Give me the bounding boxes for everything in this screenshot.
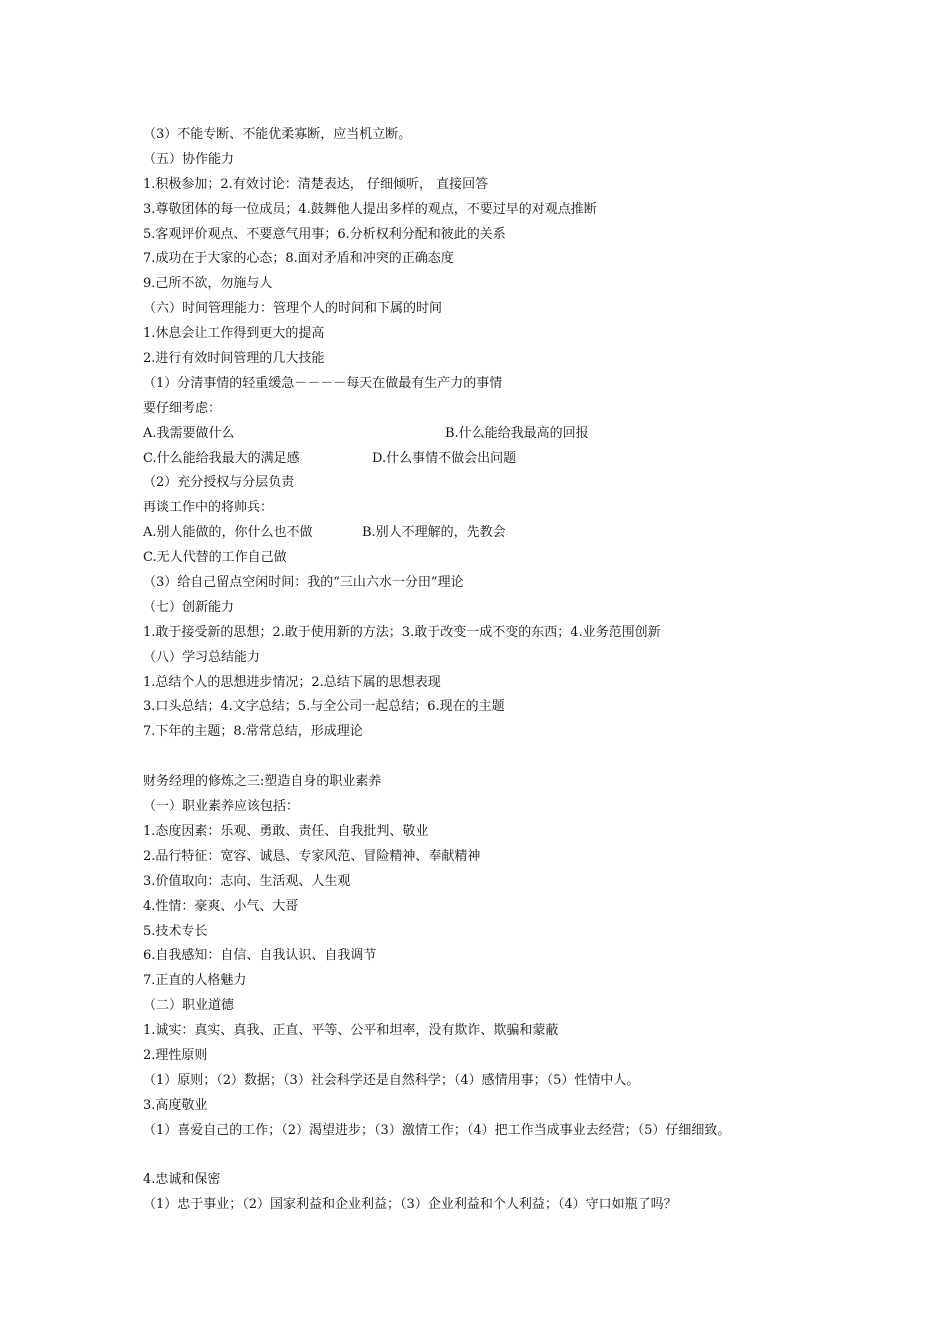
text-line: 7.正直的人格魅力 — [143, 973, 247, 989]
chapter-title: 财务经理的修炼之三:塑造自身的职业素养 — [143, 774, 382, 790]
text-line: 6.自我感知：自信、自我认识、自我调节 — [143, 948, 377, 964]
option-right: D.什么事情不做会出问题 — [372, 450, 517, 466]
section-heading: （六）时间管理能力：管理个人的时间和下属的时间 — [143, 301, 443, 317]
text-line: 9.己所不欲，勿施与人 — [143, 276, 273, 292]
section-heading: （二）职业道德 — [143, 998, 235, 1014]
text-line: （1）忠于事业；（2）国家利益和企业利益；（3）企业利益和个人利益；（4）守口如瓶了吗？ — [143, 1197, 677, 1213]
text-line: 7.下年的主题；8.常常总结，形成理论 — [143, 724, 363, 740]
text-line: 3.价值取向：志向、生活观、人生观 — [143, 873, 351, 889]
text-line: （2）充分授权与分层负责 — [143, 475, 295, 491]
text-line: 2.理性原则 — [143, 1047, 208, 1063]
text-line: （3）给自己留点空闲时间：我的“三山六水一分田”理论 — [143, 575, 464, 591]
section-heading: （一）职业素养应该包括： — [143, 799, 300, 815]
option-row — [143, 422, 843, 447]
text-line: 1.积极参加；2.有效讨论：清楚表达， 仔细倾听， 直接回答 — [143, 176, 489, 192]
section-heading: （七）创新能力 — [143, 599, 235, 615]
blank-line — [143, 745, 843, 770]
text-line: 3.尊敬团体的每一位成员；4.鼓舞他人提出多样的观点，不要过早的对观点推断 — [143, 201, 597, 217]
text-line: 4.性情：豪爽、小气、大哥 — [143, 898, 299, 914]
text-line: C.无人代替的工作自己做 — [143, 550, 287, 566]
text-line: 2.进行有效时间管理的几大技能 — [143, 351, 325, 367]
text-line: 1.诚实：真实、真我、正直、平等、公平和坦率，没有欺诈、欺骗和蒙蔽 — [143, 1023, 559, 1039]
section-heading: （五）协作能力 — [143, 151, 235, 167]
text-line: （1）分清事情的轻重缓急－－－－每天在做最有生产力的事情 — [143, 375, 503, 391]
text-line: 3.高度敬业 — [143, 1097, 208, 1113]
text-line: 1.休息会让工作得到更大的提高 — [143, 326, 325, 342]
text-line: （1）原则；（2）数据；（3）社会科学还是自然科学；（4）感情用事；（5）性情中人。 — [143, 1072, 640, 1088]
text-line: 2.品行特征：宽容、诚恳、专家风范、冒险精神、奉献精神 — [143, 848, 481, 864]
text-line: 1.敢于接受新的思想；2.敢于使用新的方法；3.敢于改变一成不变的东西；4.业务范围创新 — [143, 624, 661, 640]
option-left: C.什么能给我最大的满足感 — [143, 450, 300, 466]
text-line: （1）喜爱自己的工作；（2）渴望进步；（3）激情工作；（4）把工作当成事业去经营；（5）仔细细致。 — [143, 1122, 731, 1138]
option-left: A.我需要做什么 — [143, 425, 235, 441]
blank-line — [143, 1144, 843, 1169]
text-line: 5.客观评价观点、不要意气用事；6.分析权利分配和彼此的关系 — [143, 226, 506, 242]
text-line: 3.口头总结；4.文字总结；5.与全公司一起总结；6.现在的主题 — [143, 699, 505, 715]
section-heading: （八）学习总结能力 — [143, 649, 261, 665]
option-right: B.什么能给我最高的回报 — [445, 425, 589, 441]
text-line: 1.总结个人的思想进步情况；2.总结下属的思想表现 — [143, 674, 441, 690]
text-line: 4.忠诚和保密 — [143, 1172, 221, 1188]
text-line: 1.态度因素：乐观、勇敢、责任、自我批判、敬业 — [143, 823, 429, 839]
text-line: 再谈工作中的将帅兵： — [143, 500, 274, 516]
option-right: B.别人不理解的，先教会 — [362, 525, 506, 541]
text-line: （3）不能专断、不能优柔寡断，应当机立断。 — [143, 127, 412, 142]
document-body — [143, 123, 843, 1218]
text-line: 7.成功在于大家的心态；8.面对矛盾和冲突的正确态度 — [143, 251, 454, 267]
text-line: 要仔细考虑： — [143, 400, 222, 416]
text-line: 5.技术专长 — [143, 923, 208, 939]
option-row — [143, 447, 843, 472]
option-row — [143, 521, 843, 546]
option-left: A.别人能做的，你什么也不做 — [143, 525, 313, 541]
